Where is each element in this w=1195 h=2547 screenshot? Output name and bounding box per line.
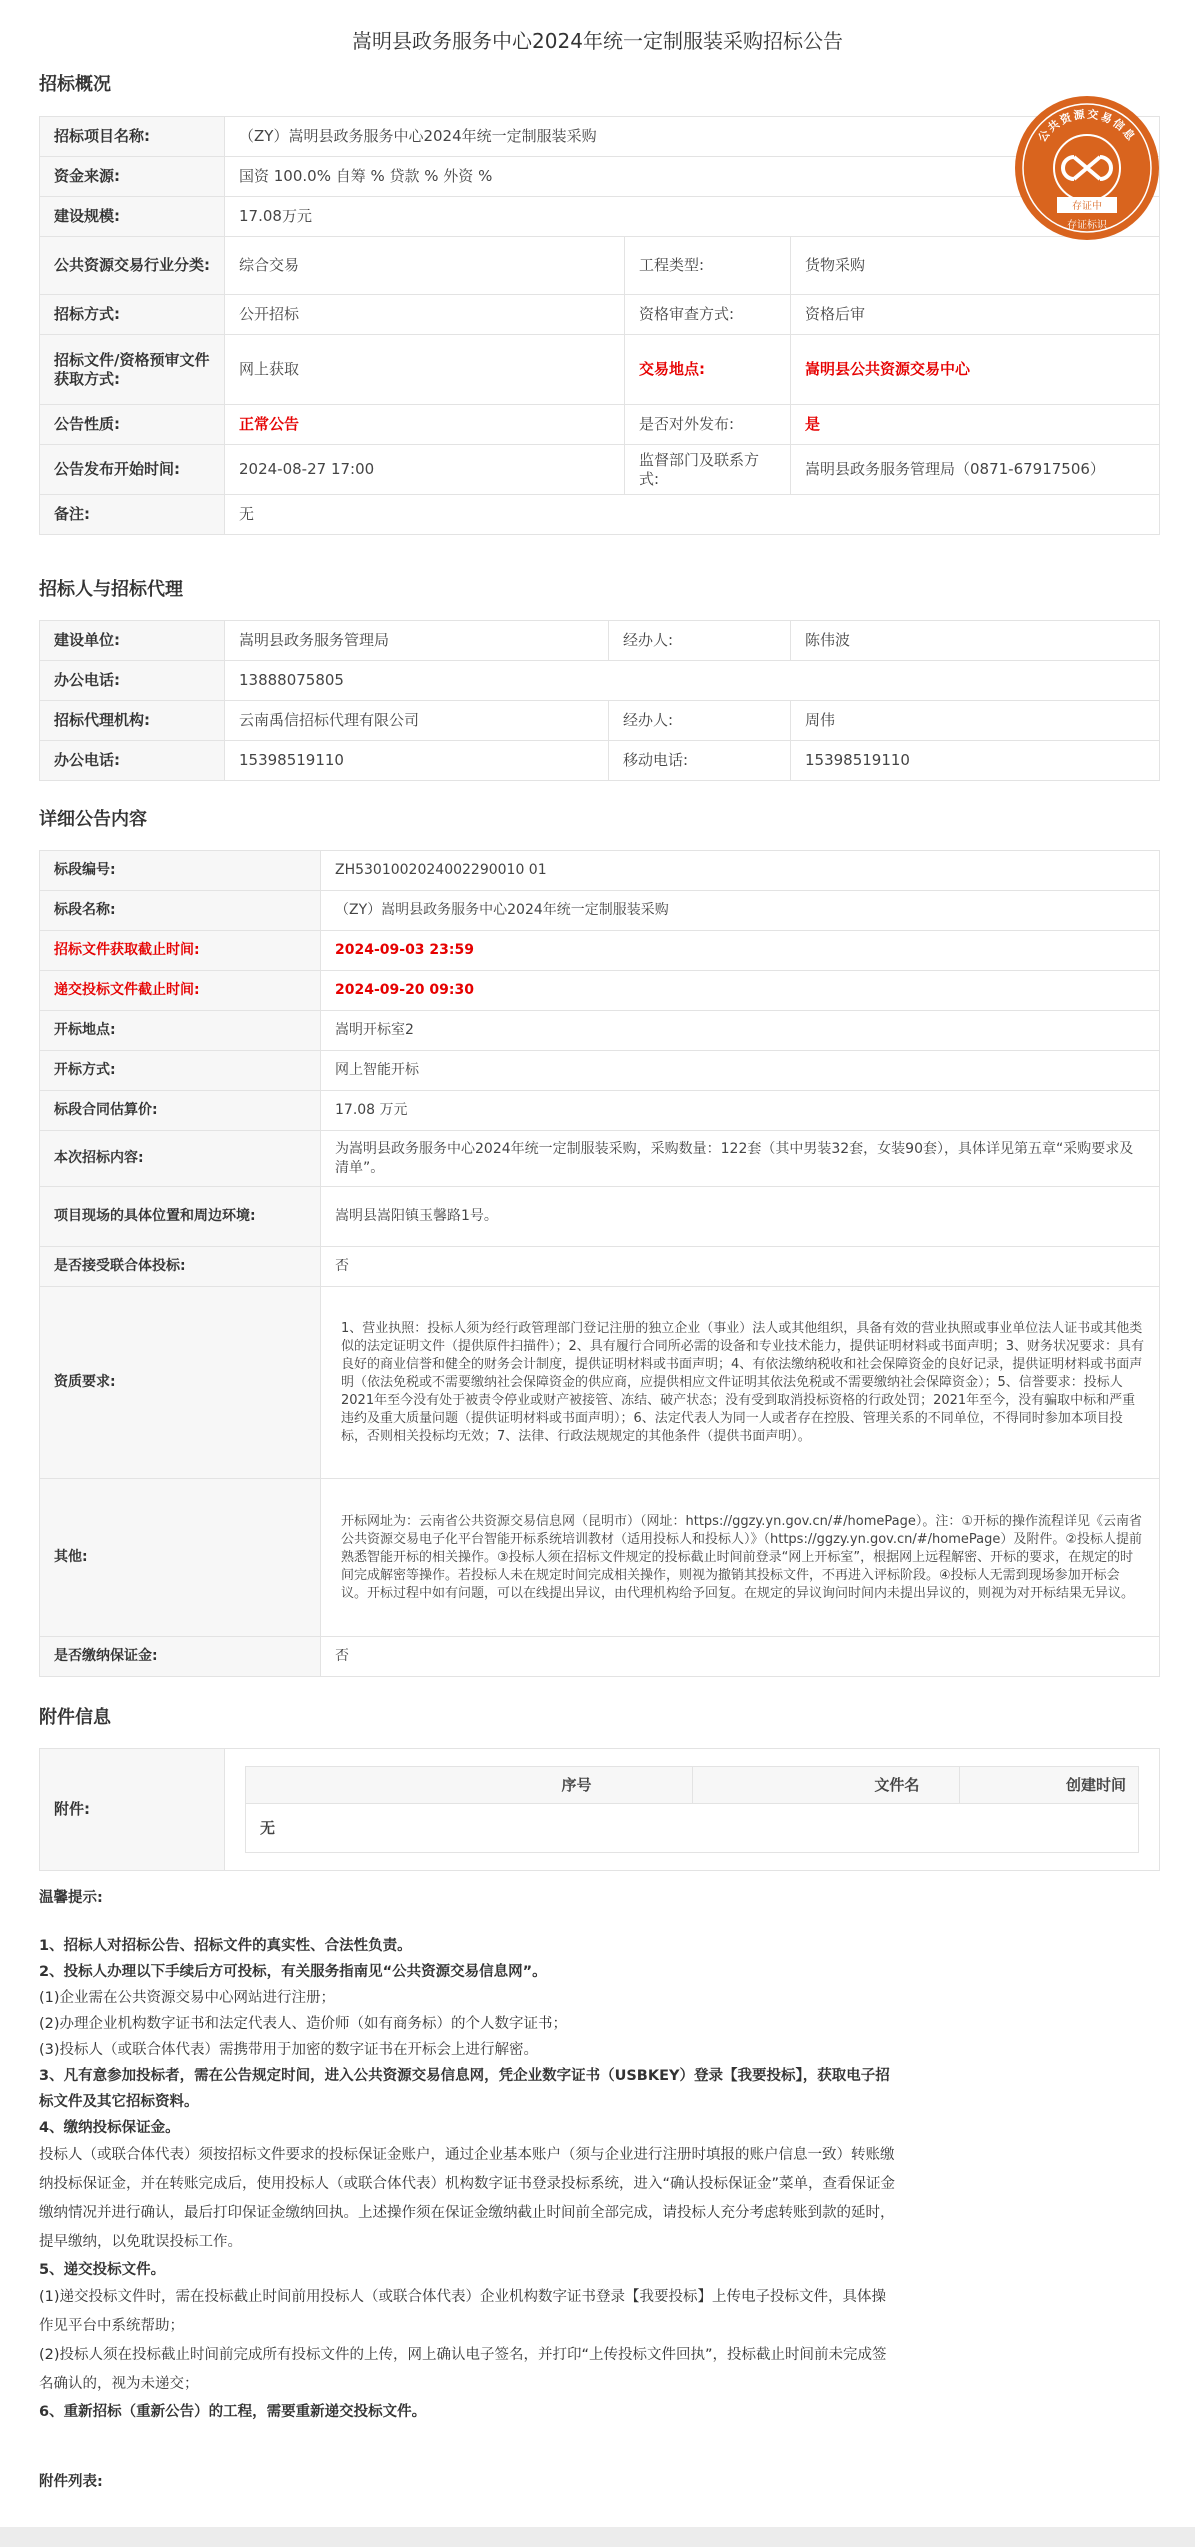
value-funding: 国资 100.0% 自筹 % 贷款 % 外资 % bbox=[225, 157, 1160, 197]
value-agency: 云南禹信招标代理有限公司 bbox=[225, 701, 609, 741]
value-section-no: ZH5301002024002290010 01 bbox=[321, 851, 1160, 891]
value-scale: 17.08万元 bbox=[225, 197, 1160, 237]
label-location: 项目现场的具体位置和周边环境: bbox=[40, 1187, 321, 1247]
label-venue: 交易地点: bbox=[625, 335, 791, 405]
tips-line-11: (2)投标人须在投标截止时间前完成所有投标文件的上传，网上确认电子签名，并打印“上传投标文件回执”，投标截止时间前未完成签名确认的，视为未递交； bbox=[39, 2347, 887, 2392]
label-doc-deadline: 招标文件获取截止时间: bbox=[40, 931, 321, 971]
tips-line-12: 6、重新招标（重新公告）的工程，需要重新递交投标文件。 bbox=[39, 2404, 427, 2420]
tips-line-1: 1、招标人对招标公告、招标文件的真实性、合法性负责。 bbox=[39, 1938, 412, 1954]
stamp-top-text: 公共资源交易信息 bbox=[1035, 107, 1139, 145]
label-consortium: 是否接受联合体投标: bbox=[40, 1247, 321, 1287]
tips-line-10: (1)递交投标文件时，需在投标截止时间前用投标人（或联合体代表）企业机构数字证书登录【我要投标】上传电子投标文件，具体操作见平台中系统帮助； bbox=[39, 2289, 887, 2334]
tips-title: 温馨提示: bbox=[39, 1890, 103, 1906]
value-section-name: （ZY）嵩明县政务服务中心2024年统一定制服装采购 bbox=[321, 891, 1160, 931]
label-publish-time: 公告发布开始时间: bbox=[40, 445, 225, 495]
attachments-inner-table bbox=[245, 1766, 1139, 1853]
label-deposit: 是否缴纳保证金: bbox=[40, 1637, 321, 1677]
label-project-type: 工程类型: bbox=[625, 237, 791, 295]
value-agency-mobile: 15398519110 bbox=[791, 741, 1160, 781]
value-nature: 正常公告 bbox=[225, 405, 625, 445]
value-other: 开标网址为：云南省公共资源交易信息网（昆明市）（网址：https://ggzy.yn.gov.cn/#/homePage）。注：①开标的操作流程详见《云南省公共资源交易电子化平台智能开标系统培训教材（适用投标人和投标人）》（https://ggzy.yn.gov.cn/#/homePage）及附件。②投标人提前熟悉智能开标的相关操作。③投标人须在招标文件规定的投标截止时间前登录“网上开标室”，根据网上远程解密、开标的要求，在规定的时间完成解密等操作。若投标人未在规定时间完成相关操作，则视为撤销其投标文件，不再进入评标阶段。④投标人无需到现场参加开标会议。开标过程中如有问题，可以在线提出异议，由代理机构给予回复。在规定的异议询问时间内未提出异议的，则视为对开标结果无异议。 bbox=[321, 1479, 1160, 1637]
label-builder-handler: 经办人: bbox=[609, 621, 791, 661]
label-project-name: 招标项目名称: bbox=[40, 117, 225, 157]
value-agency-phone: 15398519110 bbox=[225, 741, 609, 781]
tips-line-8: 投标人（或联合体代表）须按招标文件要求的投标保证金账户，通过企业基本账户（须与企业进行注册时填报的账户信息一致）转账缴纳投标保证金，并在转账完成后，使用投标人（或联合体代表）机构数字证书登录投标系统，进入“确认投标保证金”菜单，查看保证金缴纳情况并进行确认，最后打印保证金缴纳回执。上述操作须在保证金缴纳截止时间前全部完成，请投标人充分考虑转账到款的延时，提早缴纳，以免耽误投标工作。 bbox=[39, 2147, 896, 2250]
value-doc-deadline: 2024-09-03 23:59 bbox=[321, 931, 1160, 971]
section-title-attachments: 附件信息 bbox=[39, 1707, 111, 1728]
page-title: 嵩明县政务服务中心2024年统一定制服装采购招标公告 bbox=[352, 29, 843, 53]
label-agency-phone: 办公电话: bbox=[40, 741, 225, 781]
value-builder: 嵩明县政务服务管理局 bbox=[225, 621, 609, 661]
certificate-stamp-icon bbox=[1012, 93, 1162, 243]
value-venue: 嵩明县公共资源交易中心 bbox=[791, 335, 1160, 405]
attachments-table bbox=[39, 1748, 1160, 1871]
tips-line-7: 4、缴纳投标保证金。 bbox=[39, 2120, 180, 2136]
tips-line-6: 3、凡有意参加投标者，需在公告规定时间，进入公共资源交易信息网，凭企业数字证书（USBKEY）登录【我要投标】，获取电子招标文件及其它招标资料。 bbox=[39, 2068, 890, 2110]
value-qual-review: 资格后审 bbox=[791, 295, 1160, 335]
label-qual-review: 资格审查方式: bbox=[625, 295, 791, 335]
value-supervisor: 嵩明县政务服务管理局（0871-67917506） bbox=[791, 445, 1160, 495]
section-title-parties: 招标人与招标代理 bbox=[39, 579, 183, 600]
label-qualification: 资质要求: bbox=[40, 1287, 321, 1479]
tips-line-4: (2)办理企业机构数字证书和法定代表人、造价师（如有商务标）的个人数字证书； bbox=[39, 2016, 568, 2032]
value-agency-handler: 周伟 bbox=[791, 701, 1160, 741]
parties-table bbox=[39, 620, 1160, 781]
label-builder-phone: 办公电话: bbox=[40, 661, 225, 701]
label-builder: 建设单位: bbox=[40, 621, 225, 661]
value-open-method: 网上智能开标 bbox=[321, 1051, 1160, 1091]
label-price: 标段合同估算价: bbox=[40, 1091, 321, 1131]
section-title-detail: 详细公告内容 bbox=[39, 809, 147, 830]
label-open-method: 开标方式: bbox=[40, 1051, 321, 1091]
label-section-name: 标段名称: bbox=[40, 891, 321, 931]
tips-line-5: (3)投标人（或联合体代表）需携带用于加密的数字证书在开标会上进行解密。 bbox=[39, 2042, 539, 2058]
tips-line-2: 2、投标人办理以下手续后方可投标，有关服务指南见“公共资源交易信息网”。 bbox=[39, 1964, 547, 1980]
attachments-header-index: 序号 bbox=[246, 1767, 693, 1804]
value-remark: 无 bbox=[225, 495, 1160, 535]
label-external: 是否对外发布: bbox=[625, 405, 791, 445]
value-method: 公开招标 bbox=[225, 295, 625, 335]
section-title-overview: 招标概况 bbox=[39, 74, 111, 95]
value-external: 是 bbox=[791, 405, 1160, 445]
label-agency: 招标代理机构: bbox=[40, 701, 225, 741]
tips-line-9: 5、递交投标文件。 bbox=[39, 2262, 166, 2278]
tips-block bbox=[39, 1885, 899, 2495]
attachments-header-created: 创建时间 bbox=[960, 1767, 1139, 1804]
detail-table bbox=[39, 850, 1160, 1677]
label-agency-handler: 经办人: bbox=[609, 701, 791, 741]
value-deposit: 否 bbox=[321, 1637, 1160, 1677]
value-location: 嵩明县嵩阳镇玉馨路1号。 bbox=[321, 1187, 1160, 1247]
value-doc-obtain: 网上获取 bbox=[225, 335, 625, 405]
value-open-place: 嵩明开标室2 bbox=[321, 1011, 1160, 1051]
value-project-type: 货物采购 bbox=[791, 237, 1160, 295]
stamp-status: 存证中 bbox=[1072, 201, 1102, 212]
label-attachments: 附件: bbox=[40, 1749, 225, 1871]
label-scale: 建设规模: bbox=[40, 197, 225, 237]
label-category: 公共资源交易行业分类: bbox=[40, 237, 225, 295]
label-open-place: 开标地点: bbox=[40, 1011, 321, 1051]
value-builder-handler: 陈伟波 bbox=[791, 621, 1160, 661]
label-method: 招标方式: bbox=[40, 295, 225, 335]
label-supervisor: 监督部门及联系方式: bbox=[625, 445, 791, 495]
label-remark: 备注: bbox=[40, 495, 225, 535]
label-doc-obtain: 招标文件/资格预审文件获取方式: bbox=[40, 335, 225, 405]
attachments-empty: 无 bbox=[246, 1804, 1139, 1853]
value-category: 综合交易 bbox=[225, 237, 625, 295]
value-content: 为嵩明县政务服务中心2024年统一定制服装采购，采购数量：122套（其中男装32套，女装90套），具体详见第五章“采购要求及清单”。 bbox=[321, 1131, 1160, 1187]
stamp-bottom-text: 存证标识 bbox=[1067, 220, 1107, 231]
value-qualification: 1、营业执照：投标人须为经行政管理部门登记注册的独立企业（事业）法人或其他组织，具备有效的营业执照或事业单位法人证书或其他类似的法定证明文件（提供原件扫描件）；2、具有履行合同所必需的设备和专业技术能力，提供证明材料或书面声明；3、财务状况要求：具有良好的商业信誉和健全的财务会计制度，提供证明材料或书面声明；4、有依法缴纳税收和社会保障资金的良好记录，提供证明材料或书面声明（依法免税或不需要缴纳社会保障资金的供应商，应提供相应文件证明其依法免税或不需要缴纳社会保障资金）；5、信誉要求：投标人2021年至今没有处于被责令停业或财产被接管、冻结、破产状态；没有受到取消投标资格的行政处罚；2021年至今，没有骗取中标和严重违约及重大质量问题（提供证明材料或书面声明）；6、法定代表人为同一人或者存在控股、管理关系的不同单位，不得同时参加本项目投标，否则相关投标均无效；7、法律、行政法规规定的其他条件（提供书面声明）。 bbox=[321, 1287, 1160, 1479]
tips-line-3: (1)企业需在公共资源交易中心网站进行注册； bbox=[39, 1990, 336, 2006]
label-section-no: 标段编号: bbox=[40, 851, 321, 891]
value-project-name: （ZY）嵩明县政务服务中心2024年统一定制服装采购 bbox=[225, 117, 1160, 157]
attachments-header-filename: 文件名 bbox=[692, 1767, 960, 1804]
label-content: 本次招标内容: bbox=[40, 1131, 321, 1187]
label-bid-deadline: 递交投标文件截止时间: bbox=[40, 971, 321, 1011]
value-price: 17.08 万元 bbox=[321, 1091, 1160, 1131]
value-consortium: 否 bbox=[321, 1247, 1160, 1287]
bottom-bar bbox=[0, 2527, 1195, 2547]
value-bid-deadline: 2024-09-20 09:30 bbox=[321, 971, 1160, 1011]
value-publish-time: 2024-08-27 17:00 bbox=[225, 445, 625, 495]
label-funding: 资金来源: bbox=[40, 157, 225, 197]
overview-table bbox=[39, 116, 1160, 535]
attachment-list-label: 附件列表: bbox=[39, 2474, 103, 2490]
label-nature: 公告性质: bbox=[40, 405, 225, 445]
label-other: 其他: bbox=[40, 1479, 321, 1637]
value-builder-phone: 13888075805 bbox=[225, 661, 1160, 701]
label-agency-mobile: 移动电话: bbox=[609, 741, 791, 781]
